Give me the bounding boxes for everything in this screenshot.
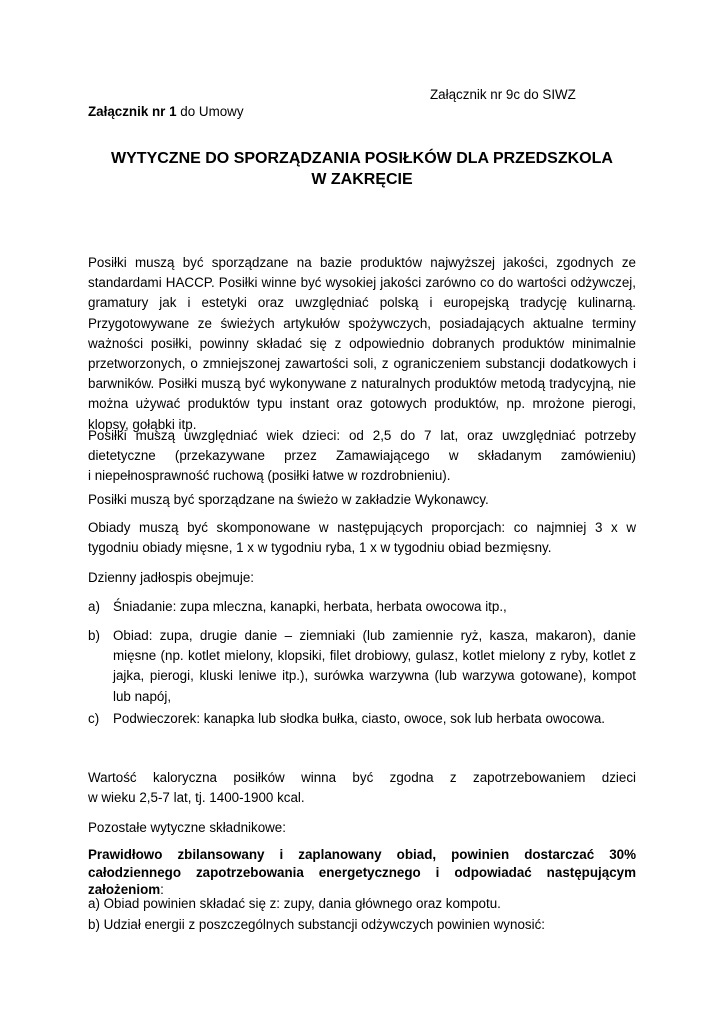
paragraph-fresh-preparation: Posiłki muszą być sporządzane na świeżo w zakładzie Wykonawcy. <box>88 492 489 507</box>
list-marker: a) <box>88 599 100 614</box>
paragraph-lunch-composition: a) Obiad powinien składać się z: zupy, dania głównego oraz kompotu. <box>88 896 501 911</box>
document-title <box>88 148 636 190</box>
paragraph-calorie-value <box>88 768 636 808</box>
title-line-2: W ZAKRĘCIE <box>311 171 413 188</box>
paragraph-energy-share: b) Udział energii z poszczególnych substancji odżywczych powinien wynosić: <box>88 917 545 932</box>
paragraph-daily-menu-intro: Dzienny jadłospis obejmuje: <box>88 570 254 585</box>
paragraph-quality-requirements: Posiłki muszą być sporządzane na bazie produktów najwyższej jakości, zgodnych ze standardami HACCP. Posiłki winne być wysokiej jakości zarówno co do wartości odżywczej, gramatury jak i estetyki oraz uwzględniać polską i europejską tradycję kulinarną. Przygotowywane ze świeżych artykułów spożywczych, posiadających aktualne terminy ważności posiłki, powinny składać się z odpowiednio dobranych produktów minimalnie przetworzonych, o zmniejszonej zawartości soli, z ograniczeniem substancji dodatkowych i barwników. Posiłki muszą być wykonywane z naturalnych produktów metodą tradycyjną, nie można używać produktów typu instant oraz gotowych produktów, np. mrożone pierogi, klopsy, gołąbki itp. <box>88 255 636 432</box>
calorie-text-end: w wieku 2,5-7 lat, tj. 1400-1900 kcal. <box>88 790 305 806</box>
paragraph-other-guidelines: Pozostałe wytyczne składnikowe: <box>88 820 286 835</box>
age-diet-text-end: i niepełnosprawność ruchową (posiłki łatwe w rozdrobnieniu). <box>88 468 451 484</box>
list-marker: c) <box>88 711 100 726</box>
annex-agreement-label <box>88 104 244 119</box>
paragraph-age-and-diet <box>88 426 636 487</box>
list-item-text: Śniadanie: zupa mleczna, kanapki, herbata, herbata owocowa itp., <box>113 599 507 614</box>
annex-suffix: do Umowy <box>176 104 244 119</box>
balanced-lunch-bold-text: Prawidłowo zbilansowany i zaplanowany obiad, powinien dostarczać 30% całodziennego zapotrzebowania energetycznego i odpowiadać następującym założeniom <box>88 847 636 897</box>
annex-siwz-reference: Załącznik nr 9c do SIWZ <box>430 87 576 102</box>
list-item-text: Obiad: zupa, drugie danie – ziemniaki (lub zamiennie ryż, kasza, makaron), danie mięsne (np. kotlet mielony, klopsiki, filet drobiowy, gulasz, kotlet mielony z ryby, kotlet z jajka, pierogi, kluski leniwe itp.), surówka warzywna (lub warzywa gotowane), kompot lub napój, <box>113 628 636 704</box>
list-marker: b) <box>88 628 100 643</box>
list-item-text: Podwieczorek: kanapka lub słodka bułka, ciasto, owoce, sok lub herbata owocowa. <box>113 711 606 726</box>
annex-number: Załącznik nr 1 <box>88 104 177 119</box>
title-line-1: WYTYCZNE DO SPORZĄDZANIA POSIŁKÓW DLA PRZEDSZKOLA <box>111 150 613 167</box>
paragraph-lunch-proportions: Obiady muszą być skomponowane w następujących proporcjach: co najmniej 3 x w tygodniu obiady mięsne, 1 x w tygodniu ryba, 1 x w tygodniu obiad bezmięsny. <box>88 520 636 556</box>
balanced-lunch-colon: : <box>160 882 164 897</box>
age-diet-text: Posiłki muszą uwzględniać wiek dzieci: od 2,5 do 7 lat, oraz uwzględniać potrzeby dietetyczne (przekazywane przez Zamawiającego w składanym zamówieniu) <box>88 428 636 464</box>
paragraph-balanced-lunch <box>88 846 636 899</box>
calorie-text: Wartość kaloryczna posiłków winna być zgodna z zapotrzebowaniem dzieci <box>88 770 636 785</box>
